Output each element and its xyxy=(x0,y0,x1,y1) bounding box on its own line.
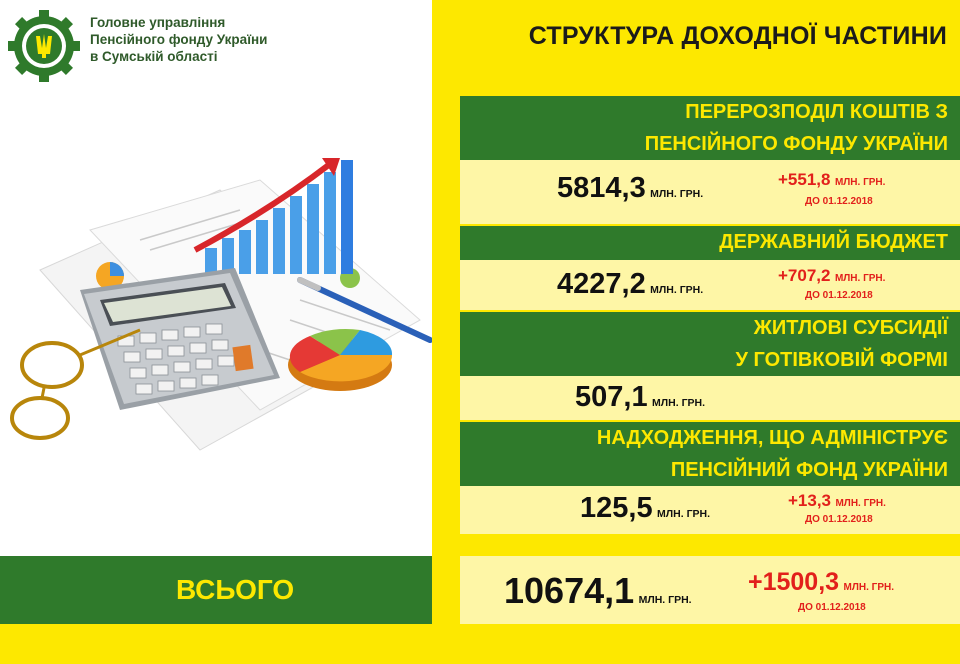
category-label-line-2: ПЕНСІЙНИЙ ФОНД УКРАЇНИ xyxy=(670,459,948,481)
organization-name xyxy=(90,14,267,65)
org-line-2: Пенсійного фонду України xyxy=(90,32,268,47)
total-delta-unit: МЛН. ГРН. xyxy=(843,582,894,593)
total-label: ВСЬОГО xyxy=(176,574,295,605)
pension-fund-emblem-icon xyxy=(6,8,82,84)
amount-value: 4227,2 xyxy=(557,268,646,300)
page-title: СТРУКТУРА ДОХОДНОЇ ЧАСТИНИ xyxy=(528,22,947,50)
category-label-line-1: ПЕРЕРОЗПОДІЛ КОШТІВ З xyxy=(685,101,948,123)
amount-unit: МЛН. ГРН. xyxy=(650,284,704,296)
total-gap xyxy=(432,556,460,624)
category-housing-subsidies-values xyxy=(460,376,960,420)
amount-unit: МЛН. ГРН. xyxy=(650,188,704,200)
category-label-line-1: ДЕРЖАВНИЙ БЮДЖЕТ xyxy=(719,231,948,253)
delta-value: +551,8 xyxy=(778,170,831,189)
category-label-line-1: ЖИТЛОВІ СУБСИДІЇ xyxy=(753,317,948,339)
org-line-1: Головне управління xyxy=(90,15,226,30)
category-housing-subsidies-header xyxy=(460,312,960,376)
category-redistribution-values xyxy=(460,160,960,224)
category-label-line-2: У ГОТІВКОВІЙ ФОРМІ xyxy=(735,349,948,371)
category-administered-revenue-values xyxy=(460,486,960,534)
total-values xyxy=(460,556,960,624)
category-label-line-2: ПЕНСІЙНОГО ФОНДУ УКРАЇНИ xyxy=(644,133,948,155)
amount-value: 125,5 xyxy=(580,492,653,524)
delta-value: +707,2 xyxy=(778,266,831,285)
org-line-3: в Сумській області xyxy=(90,49,218,64)
delta-date: ДО 01.12.2018 xyxy=(805,514,873,525)
category-label-line-1: НАДХОДЖЕННЯ, ЩО АДМІНІСТРУЄ xyxy=(596,427,948,449)
delta-date: ДО 01.12.2018 xyxy=(805,196,873,207)
calculator-charts-illustration xyxy=(0,150,432,470)
delta-unit: МЛН. ГРН. xyxy=(834,273,886,284)
total-amount-value: 10674,1 xyxy=(504,570,635,611)
delta-unit: МЛН. ГРН. xyxy=(834,177,886,188)
total-delta-date: ДО 01.12.2018 xyxy=(798,602,866,613)
amount-unit: МЛН. ГРН. xyxy=(652,397,706,409)
category-state-budget-header xyxy=(460,226,960,260)
delta-date: ДО 01.12.2018 xyxy=(805,290,873,301)
category-state-budget-values xyxy=(460,260,960,310)
category-administered-revenue-header xyxy=(460,422,960,486)
category-redistribution-header xyxy=(460,96,960,160)
total-amount-unit: МЛН. ГРН. xyxy=(638,594,692,606)
total-band xyxy=(0,556,432,624)
delta-value: +13,3 xyxy=(788,491,832,510)
delta-unit: МЛН. ГРН. xyxy=(835,498,886,509)
amount-unit: МЛН. ГРН. xyxy=(657,508,711,520)
bottom-strip xyxy=(0,624,960,664)
amount-value: 5814,3 xyxy=(557,172,646,204)
total-delta-value: +1500,3 xyxy=(748,568,840,596)
amount-value: 507,1 xyxy=(575,381,648,413)
